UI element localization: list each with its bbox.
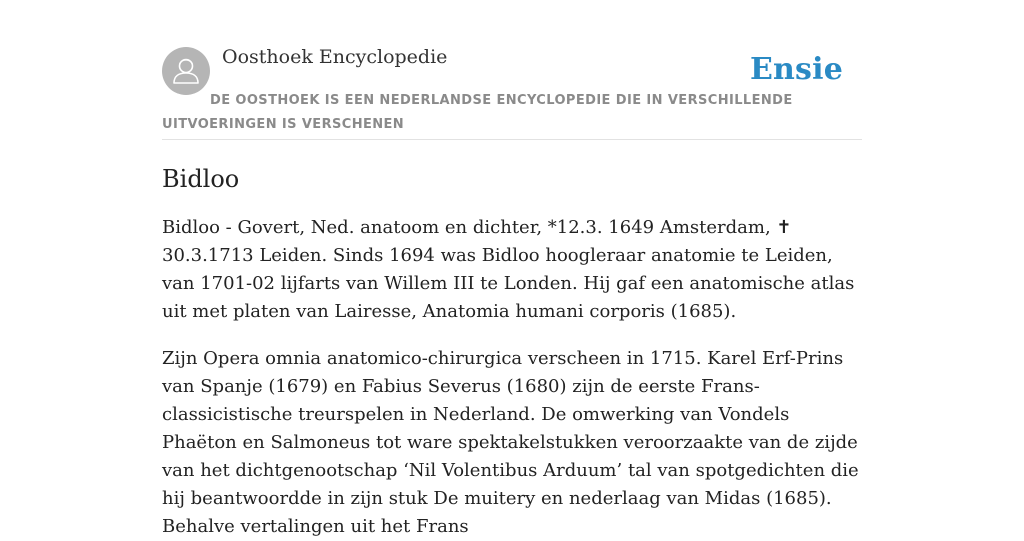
user-avatar-icon[interactable] [162,47,210,95]
person-outline-icon [162,47,210,95]
site-tagline: DE OOSTHOEK IS EEN NEDERLANDSE ENCYCLOPEDIE DIE IN VERSCHILLENDE UITVOERINGEN IS VERSCHENEN [162,93,793,132]
article-title: Bidloo [162,165,240,193]
page-container [162,0,862,541]
article-paragraph: Zijn Opera omnia anatomico-chirurgica verscheen in 1715. Karel Erf-Prins van Spanje (1679) en Fabius Severus (1680) zijn de eerste Frans-classicistische treurspelen in Nederland. De omwerking van Vondels Phaëton en Salmoneus tot ware spektakelstukken veroorzaakte van de zijde van het dichtgenootschap ‘Nil Volentibus Arduum’ tal van spotgedichten die hij beantwoordde in zijn stuk De muitery en nederlaag van Midas (1685). Behalve vertalingen uit het Frans [162,348,859,537]
article-body [162,162,862,541]
site-header [162,0,862,140]
article-paragraph: Bidloo - Govert, Ned. anatoom en dichter, *12.3. 1649 Amsterdam, ✝ 30.3.1713 Leiden. Sinds 1694 was Bidloo hoogleraar anatomie te Leiden, van 1701-02 lijfarts van Willem III te Londen. Hij gaf een anatomische atlas uit met platen van Lairesse, Anatomia humani corporis (1685). [162,217,855,322]
site-title[interactable]: Oosthoek Encyclopedie [222,46,448,68]
ensie-logo[interactable]: Ensie [749,52,843,87]
